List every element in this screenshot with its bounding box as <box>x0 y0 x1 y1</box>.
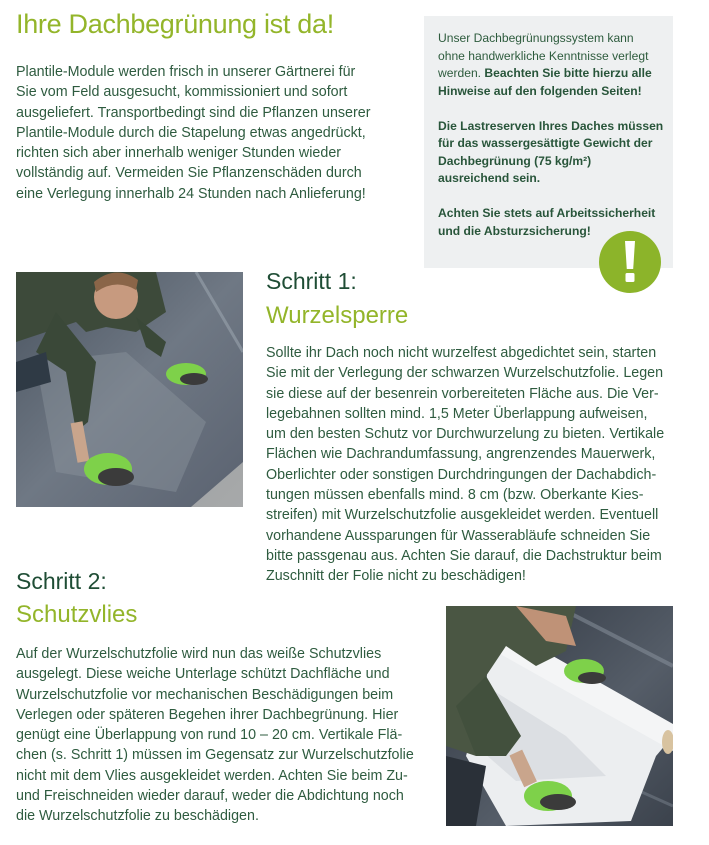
info-line <box>438 153 666 171</box>
step1-line: vorhandene Aussparungen für Wasserabläufe schneiden Sie <box>266 527 651 544</box>
paragraph-gap <box>438 100 666 118</box>
step1-line: Sollte ihr Dach noch nicht wurzelfest abgedichtet sein, starten <box>266 345 657 361</box>
step1-number: Schritt 1: <box>266 268 357 294</box>
info-text-bold: für das wassergesättigte Gewicht der <box>438 136 653 150</box>
info-line <box>438 118 666 136</box>
info-line <box>438 83 666 101</box>
exclamation-icon <box>599 231 661 293</box>
step2-line: und Freischneiden wieder darauf, weder die Abdichtung noch <box>16 788 404 805</box>
info-text-bold: und die Absturzsicherung! <box>438 223 591 238</box>
step2-paragraph <box>16 644 436 827</box>
step2-photo <box>446 606 673 826</box>
step2-line: Verlegen oder späteren Begehen ihrer Dachbegrünung. Hier <box>16 706 399 723</box>
step2-line: die Wurzelschutzfolie zu beschädigen. <box>16 808 259 825</box>
step1-line: Flächen wie Dachrandumfassung, angrenzendes Mauerwerk, <box>266 446 656 463</box>
intro-line: ausgeliefert. Transportbedingt sind die Pflanzen unserer <box>16 104 371 121</box>
info-text-bold: Dachbegrünung (75 kg/m²) <box>438 153 592 168</box>
step1-line: Sie mit der Verlegung der schwarzen Wurzelschutzfolie. Legen <box>266 365 664 382</box>
step2-number: Schritt 2: <box>16 568 107 594</box>
step1-line: sie diese auf der besenrein vorbereiteten Fläche aus. Die Ver- <box>266 385 659 402</box>
step1-title: Wurzelsperre <box>266 302 409 329</box>
info-text-normal: werden. <box>438 66 482 80</box>
step1-line: tungen müssen ebenfalls mind. 8 cm (bzw. Oberkante Kies- <box>266 487 644 504</box>
step2-title: Schutzvlies <box>16 601 138 628</box>
intro-line: vollständig auf. Vermeiden Sie Pflanzenschäden durch <box>16 165 362 182</box>
step2-line: chen (s. Schritt 1) müssen im Gegensatz zur Wurzelschutzfolie <box>16 747 414 764</box>
intro-line: Plantile-Module durch die Stapelung etwas angedrückt, <box>16 124 366 141</box>
info-text-bold: Hinweise auf den folgenden Seiten! <box>438 83 642 98</box>
step2-line: Auf der Wurzelschutzfolie wird nun das weiße Schutzvlies <box>16 646 382 662</box>
paragraph-gap <box>438 188 666 206</box>
step1-line: Zuschnitt der Folie nicht zu beschädigen! <box>266 568 526 585</box>
step2-line: genügt eine Überlappung von rund 10 – 20 cm. Vertikale Flä- <box>16 727 403 744</box>
step1-line: um den besten Schutz vor Durchwurzelung zu bieten. Vertikale <box>266 426 665 443</box>
page-title: Ihre Dachbegrünung ist da! <box>16 9 334 39</box>
info-text-bold: Beachten Sie bitte hierzu alle <box>484 66 652 80</box>
info-line <box>438 65 666 83</box>
exclamation-glyph <box>599 231 661 293</box>
info-text-bold: ausreichend sein. <box>438 171 541 185</box>
step1-line: bitte passgenau aus. Achten Sie darauf, die Dachstruktur beim <box>266 547 662 564</box>
intro-line: eine Verlegung innerhalb 24 Stunden nach Anlieferung! <box>16 185 366 202</box>
info-text-bold: Die Lastreserven Ihres Daches müssen <box>438 118 664 133</box>
step1-line: streifen) mit Wurzelschutzfolie ausgekleidet werden. Eventuell <box>266 507 659 524</box>
info-line: ohne handwerkliche Kenntnisse verlegt <box>438 48 649 63</box>
step1-photo <box>16 272 243 507</box>
info-box-text <box>438 30 666 240</box>
intro-line: Sie vom Feld ausgesucht, kommissioniert und sofort <box>16 84 348 101</box>
step2-line: ausgelegt. Diese weiche Unterlage schützt Dachfläche und <box>16 666 390 683</box>
intro-line: Plantile-Module werden frisch in unserer Gärtnerei für <box>16 64 356 80</box>
step1-paragraph <box>266 343 686 587</box>
step2-line: nicht mit dem Vlies ausgekleidet werden. Achten Sie beim Zu- <box>16 767 408 784</box>
step1-line: Oberlichter oder sonstigen Durchdringungen der Dachabdich- <box>266 466 657 483</box>
intro-line: richten sich aber innerhalb weniger Stunden wieder <box>16 145 342 162</box>
intro-paragraph <box>16 62 411 204</box>
info-line <box>438 205 666 223</box>
info-line <box>438 135 666 153</box>
step1-line: legebahnen sollten mind. 1,5 Meter Überlappung aufweisen, <box>266 405 648 422</box>
info-line <box>438 170 666 188</box>
step2-line: Wurzelschutzfolie vor mechanischen Beschädigungen beim <box>16 686 394 703</box>
info-text-bold: Achten Sie stets auf Arbeitssicherheit <box>438 206 656 220</box>
info-line: Unser Dachbegrünungssystem kann <box>438 31 634 45</box>
